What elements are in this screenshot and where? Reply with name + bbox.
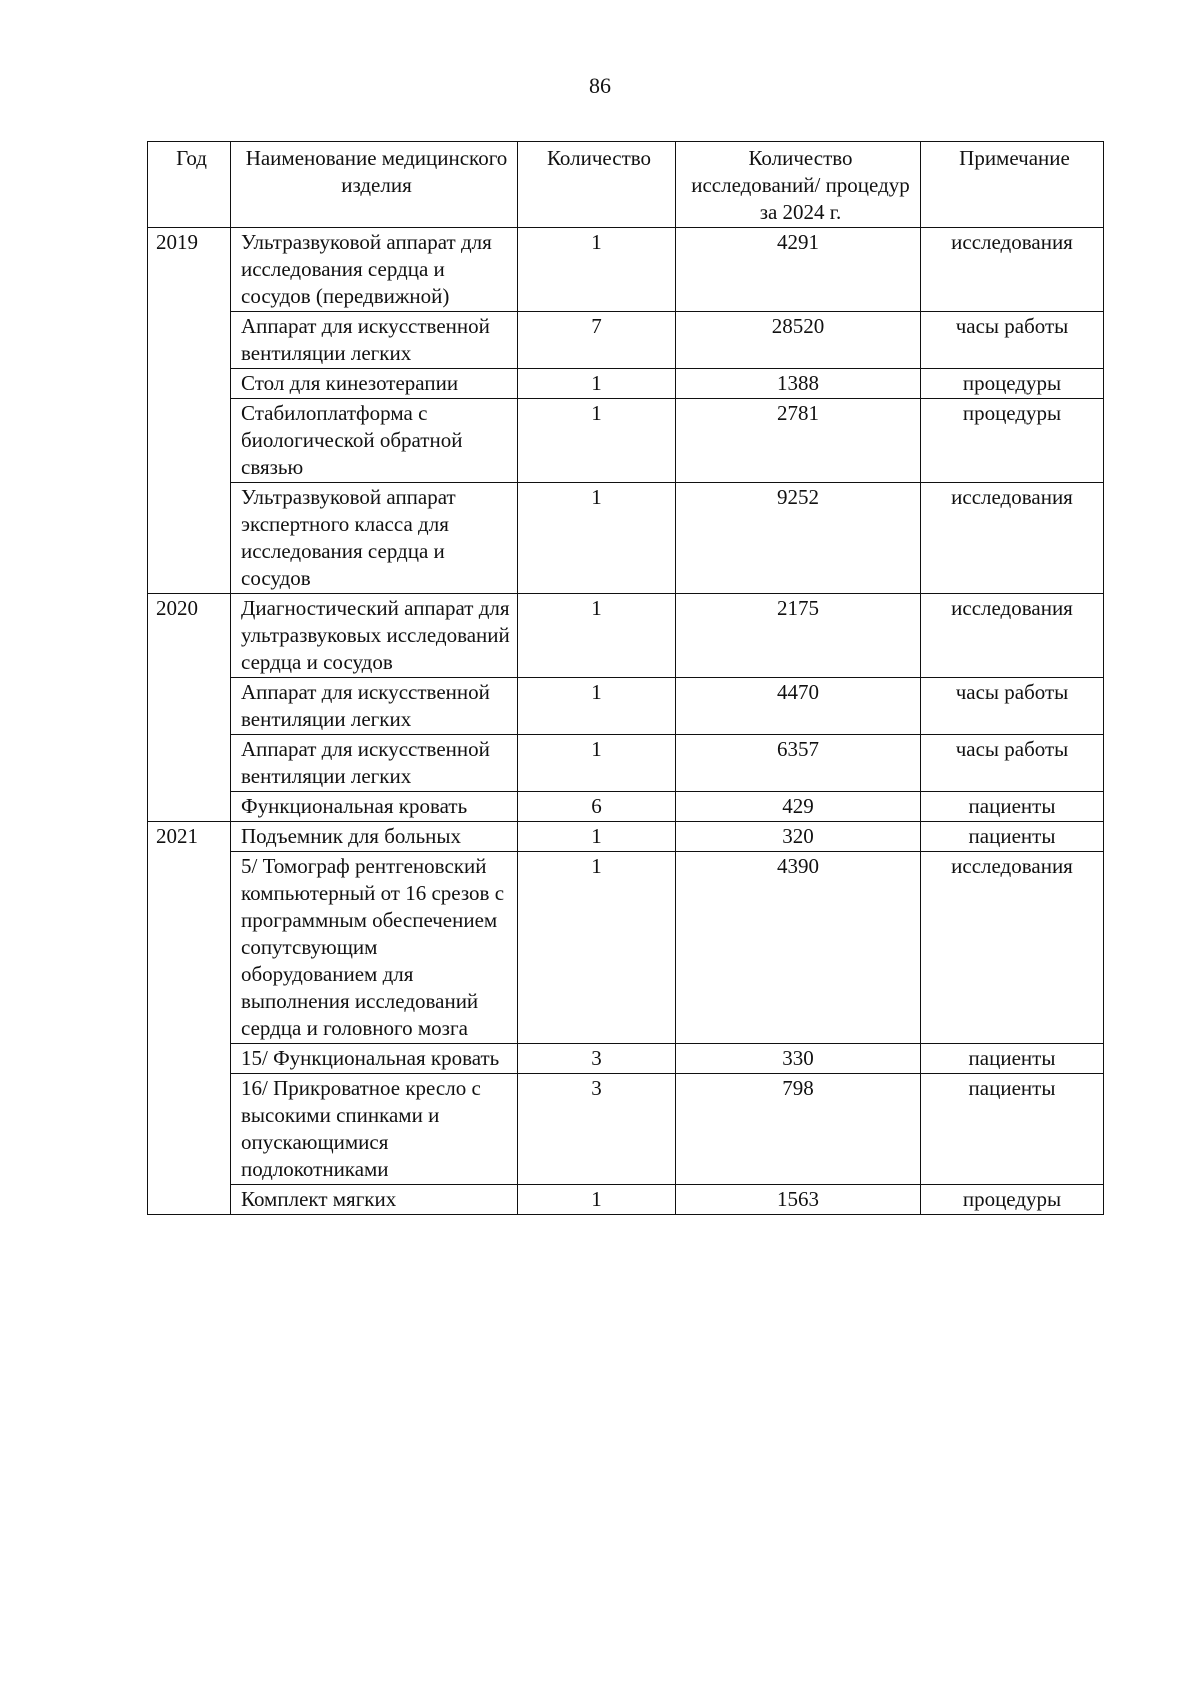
device-name: Аппарат для искусственной вентиляции легких xyxy=(231,312,518,369)
procedures-cell: 320 xyxy=(676,822,921,852)
device-name: Аппарат для искусственной вентиляции легких xyxy=(231,678,518,735)
table-row xyxy=(148,399,1104,483)
device-name: 5/ Томограф рентгеновский компьютерный от 16 срезов с программным обеспечением сопутсвующим оборудованием для выполнения исследований сердца и головного мозга xyxy=(231,852,518,1044)
table-row xyxy=(148,822,1104,852)
table-header-row xyxy=(148,142,1104,228)
header-year: Год xyxy=(148,142,231,228)
quantity-cell: 1 xyxy=(518,678,676,735)
procedures-cell: 4291 xyxy=(676,228,921,312)
device-name: Стабилоплатформа с биологической обратной связью xyxy=(231,399,518,483)
quantity-cell: 3 xyxy=(518,1074,676,1185)
table-row xyxy=(148,483,1104,594)
device-name: Комплект мягких xyxy=(231,1185,518,1215)
procedures-cell: 28520 xyxy=(676,312,921,369)
quantity-cell: 1 xyxy=(518,369,676,399)
procedures-cell: 2781 xyxy=(676,399,921,483)
table-row xyxy=(148,1185,1104,1215)
note-cell: часы работы xyxy=(921,735,1104,792)
device-name: Ультразвуковой аппарат для исследования сердца и сосудов (передвижной) xyxy=(231,228,518,312)
header-note: Примечание xyxy=(921,142,1104,228)
table-row xyxy=(148,852,1104,1044)
equipment-table xyxy=(147,141,1104,1215)
procedures-cell: 330 xyxy=(676,1044,921,1074)
note-cell: исследования xyxy=(921,228,1104,312)
table-row xyxy=(148,735,1104,792)
year-cell: 2020 xyxy=(148,594,231,822)
note-cell: процедуры xyxy=(921,399,1104,483)
device-name: 15/ Функциональная кровать xyxy=(231,1044,518,1074)
table-row xyxy=(148,792,1104,822)
device-name: Диагностический аппарат для ультразвуковых исследований сердца и сосудов xyxy=(231,594,518,678)
table-row xyxy=(148,594,1104,678)
procedures-cell: 798 xyxy=(676,1074,921,1185)
note-cell: пациенты xyxy=(921,822,1104,852)
device-name: Подъемник для больных xyxy=(231,822,518,852)
quantity-cell: 1 xyxy=(518,483,676,594)
quantity-cell: 1 xyxy=(518,852,676,1044)
table-row xyxy=(148,228,1104,312)
note-cell: пациенты xyxy=(921,792,1104,822)
quantity-cell: 1 xyxy=(518,399,676,483)
device-name: Ультразвуковой аппарат экспертного класса для исследования сердца и сосудов xyxy=(231,483,518,594)
procedures-cell: 1388 xyxy=(676,369,921,399)
procedures-cell: 429 xyxy=(676,792,921,822)
note-cell: пациенты xyxy=(921,1044,1104,1074)
note-cell: часы работы xyxy=(921,678,1104,735)
note-cell: исследования xyxy=(921,483,1104,594)
procedures-cell: 9252 xyxy=(676,483,921,594)
device-name: Стол для кинезотерапии xyxy=(231,369,518,399)
year-cell: 2019 xyxy=(148,228,231,594)
device-name: Функциональная кровать xyxy=(231,792,518,822)
quantity-cell: 1 xyxy=(518,594,676,678)
table-row xyxy=(148,678,1104,735)
note-cell: исследования xyxy=(921,594,1104,678)
quantity-cell: 3 xyxy=(518,1044,676,1074)
procedures-cell: 1563 xyxy=(676,1185,921,1215)
note-cell: исследования xyxy=(921,852,1104,1044)
quantity-cell: 7 xyxy=(518,312,676,369)
procedures-cell: 2175 xyxy=(676,594,921,678)
procedures-cell: 4470 xyxy=(676,678,921,735)
header-name: Наименование медицинского изделия xyxy=(231,142,518,228)
device-name: 16/ Прикроватное кресло с высокими спинками и опускающимися подлокотниками xyxy=(231,1074,518,1185)
year-cell: 2021 xyxy=(148,822,231,1215)
quantity-cell: 1 xyxy=(518,228,676,312)
quantity-cell: 6 xyxy=(518,792,676,822)
note-cell: часы работы xyxy=(921,312,1104,369)
note-cell: пациенты xyxy=(921,1074,1104,1185)
quantity-cell: 1 xyxy=(518,735,676,792)
header-quantity: Количество xyxy=(518,142,676,228)
table-row xyxy=(148,1074,1104,1185)
table-row xyxy=(148,369,1104,399)
device-name: Аппарат для искусственной вентиляции легких xyxy=(231,735,518,792)
page-number: 86 xyxy=(589,73,611,98)
procedures-cell: 4390 xyxy=(676,852,921,1044)
note-cell: процедуры xyxy=(921,369,1104,399)
table-row xyxy=(148,1044,1104,1074)
table-row xyxy=(148,312,1104,369)
quantity-cell: 1 xyxy=(518,1185,676,1215)
procedures-cell: 6357 xyxy=(676,735,921,792)
quantity-cell: 1 xyxy=(518,822,676,852)
header-procedures: Количество исследований/ процедур за 2024 г. xyxy=(676,142,921,228)
note-cell: процедуры xyxy=(921,1185,1104,1215)
